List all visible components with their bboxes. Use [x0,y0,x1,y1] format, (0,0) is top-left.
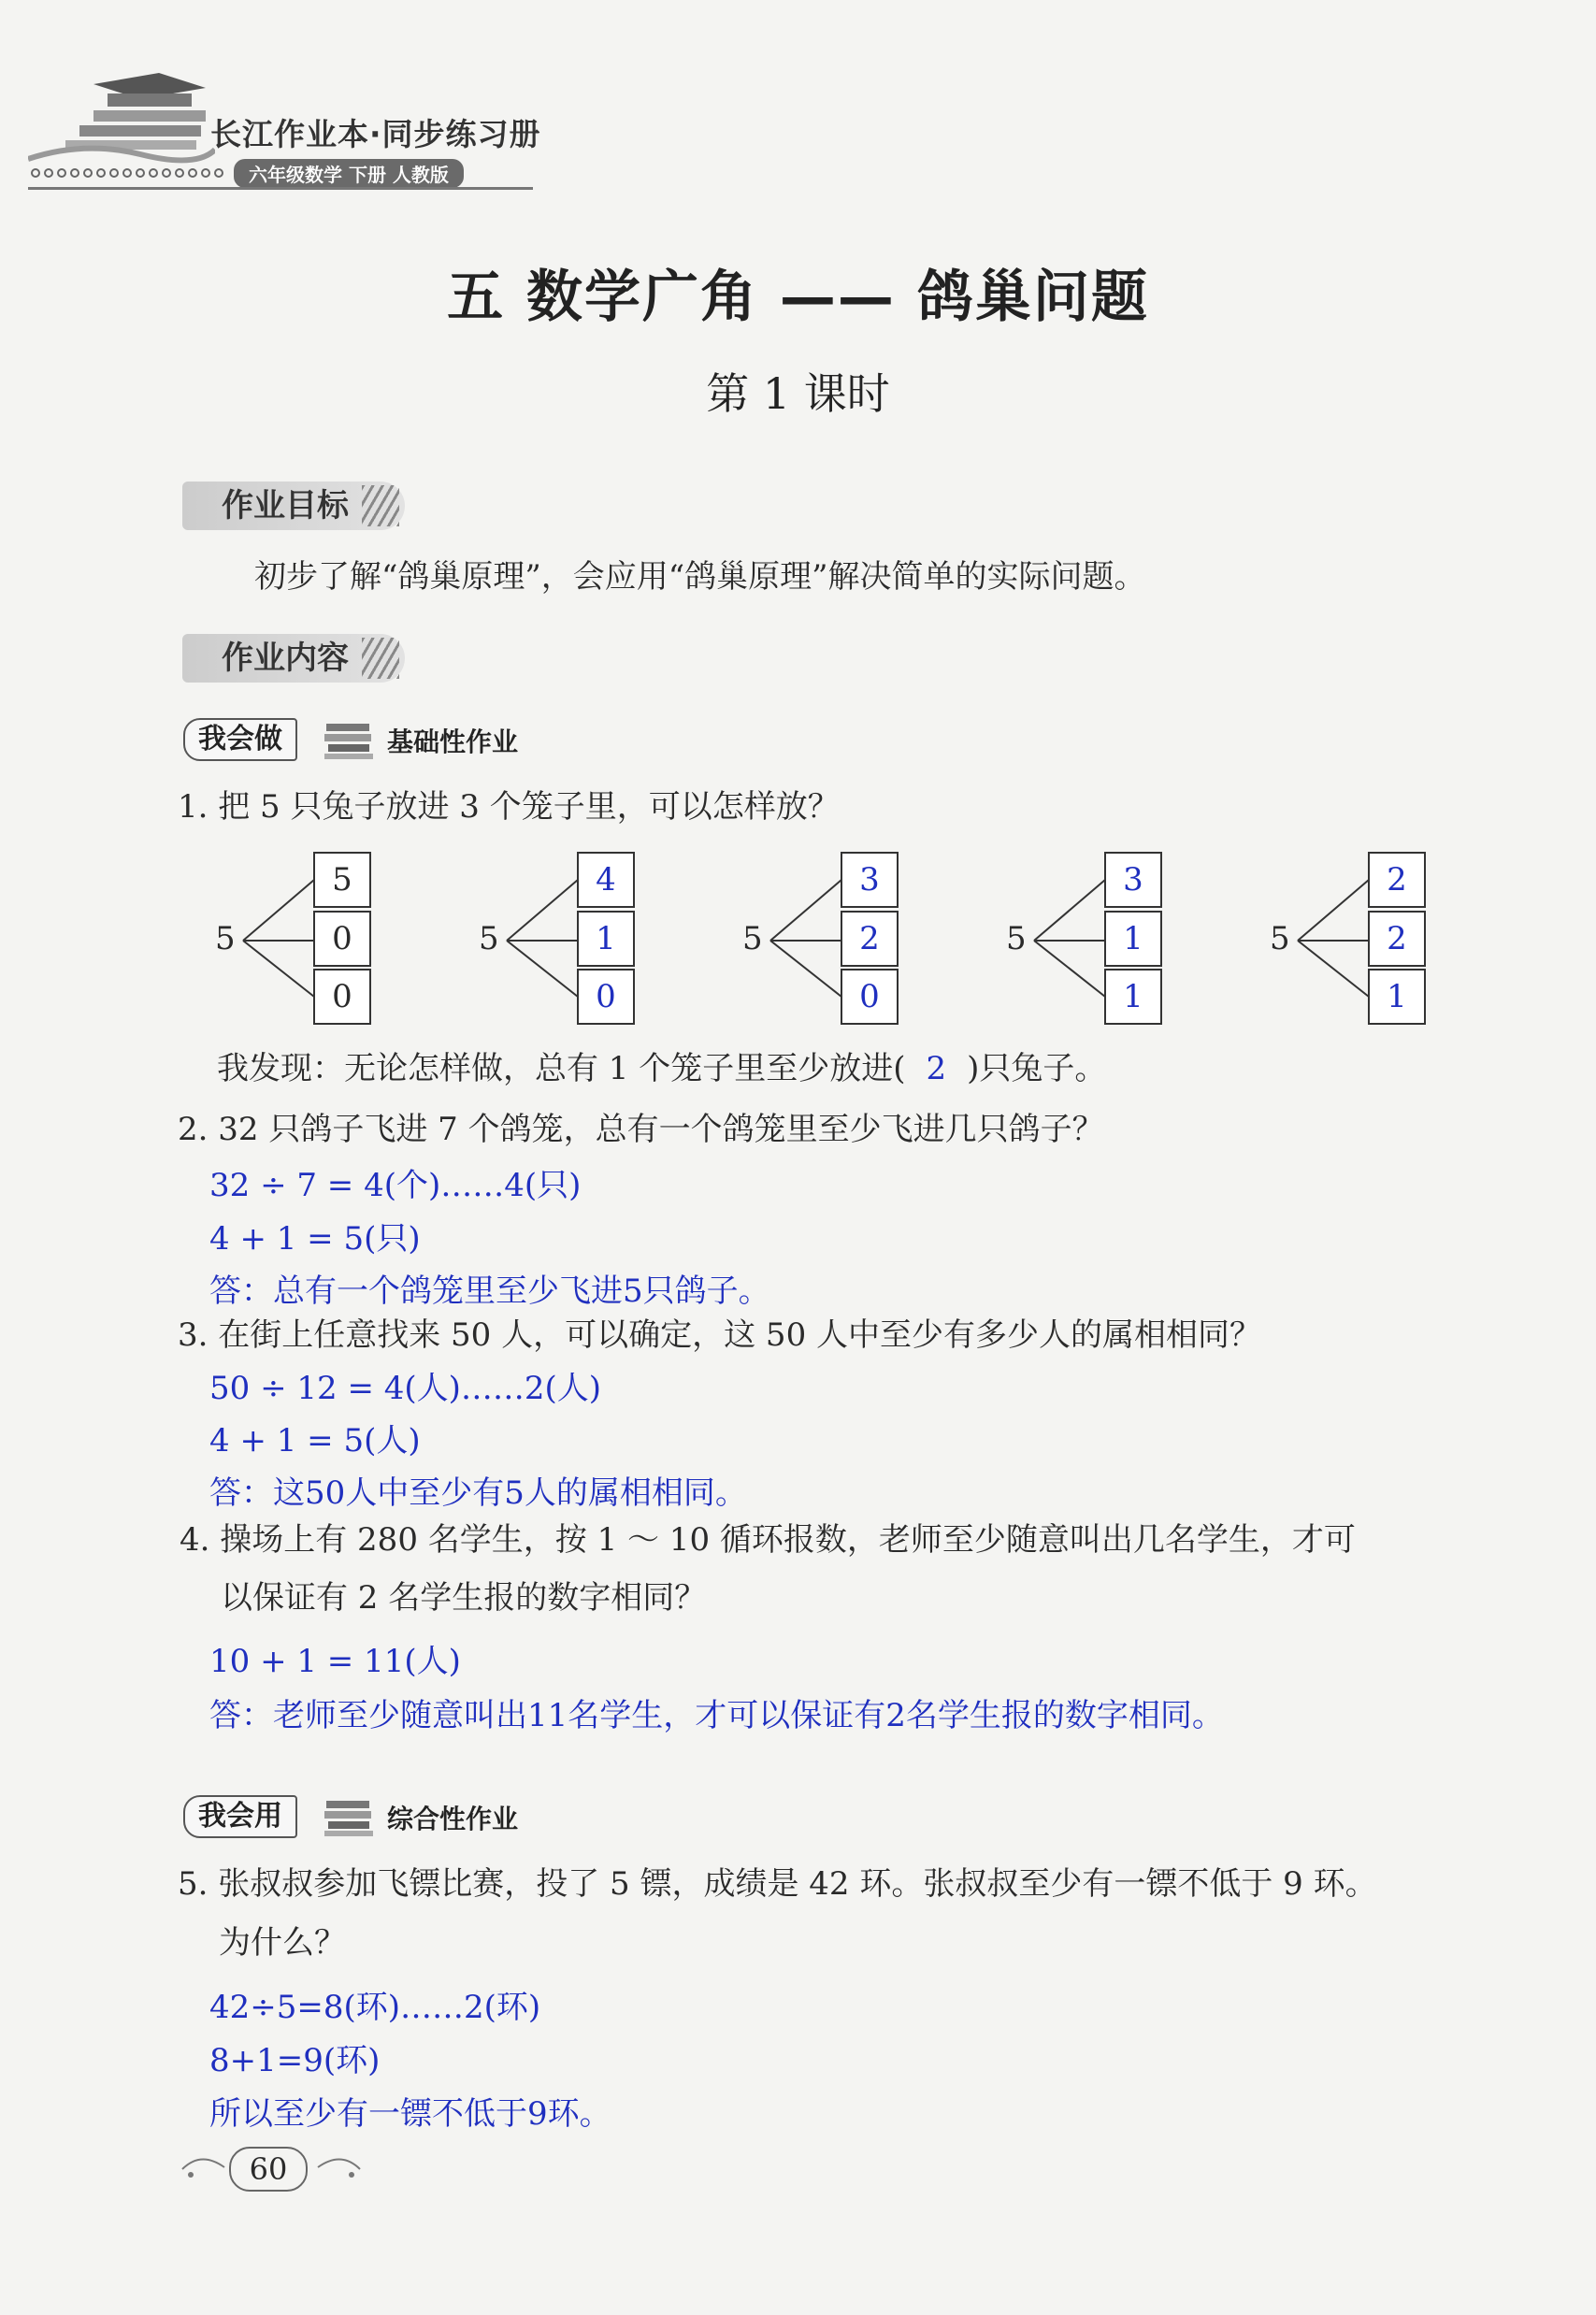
cage-box: 0 [841,969,899,1025]
q5-answer-2: 8+1=9(环) [209,2042,381,2079]
cage-box: 3 [841,852,899,908]
goal-label-text: 作业目标 [222,487,349,525]
cage-box: 0 [313,911,371,967]
finding-answer: 2 [926,1050,947,1087]
q5-answer-3: 所以至少有一镖不低于9环。 [209,2095,611,2133]
q1-diagram [1270,847,1503,1034]
branch-line [507,880,578,941]
q3-answer-3: 答：这50人中至少有5人的属相相同。 [209,1474,747,1512]
q3-answer-1: 50 ÷ 12 = 4(人)……2(人) [209,1370,602,1407]
books-icon [323,1795,375,1838]
content-label-text: 作业内容 [222,640,349,677]
q5-answer-1: 42÷5=8(环)……2(环) [209,1989,541,2026]
q1-finding [217,1047,1106,1090]
series-title: 长江作业本·同步练习册 [210,116,541,152]
cage-box: 0 [313,969,371,1025]
page-number-block [178,2141,365,2197]
diagram-lead-number: 5 [1270,920,1290,957]
finding-pre: 我发现：无论怎样做，总有 1 个笼子里至少放进( [217,1050,906,1087]
cage-box: 1 [1104,911,1162,967]
q2-text: 2. 32 只鸽子飞进 7 个鸽笼，总有一个鸽笼里至少飞进几只鸽子？ [178,1111,1104,1148]
series-subtitle: 六年级数学 下册 人教版 [234,159,464,188]
branch-line [507,941,578,997]
q1-diagram [479,847,712,1034]
branch-line [243,941,314,997]
stripe-decoration [362,638,399,679]
q1-diagram [215,847,449,1034]
cage-box: 0 [577,969,635,1025]
page-number: 60 [229,2147,308,2192]
cage-box: 4 [577,852,635,908]
q5-text-line2: 为什么？ [219,1924,346,1962]
q4-text-line1: 4. 操场上有 280 名学生，按 1 ～ 10 循环报数，老师至少随意叫出几名学生，才可 [180,1521,1356,1559]
diagram-lead-number: 5 [479,920,499,957]
stripe-decoration [362,485,399,526]
header-dots [28,166,234,180]
cage-box: 1 [577,911,635,967]
q1-text: 1. 把 5 只兔子放进 3 个笼子里，可以怎样放？ [178,788,840,826]
q1-diagram [742,847,976,1034]
q2-answer-2: 4 + 1 = 5(只) [209,1220,421,1258]
q4-answer-2: 答：老师至少随意叫出11名学生，才可以保证有2名学生报的数字相同。 [209,1697,1224,1734]
cage-box: 3 [1104,852,1162,908]
cage-box: 2 [841,911,899,967]
diagram-lead-number: 5 [1006,920,1027,957]
q5-text-line1: 5. 张叔叔参加飞镖比赛，投了 5 镖，成绩是 42 环。张叔叔至少有一镖不低于 9 环。 [178,1865,1377,1903]
q1-diagram [1006,847,1240,1034]
q2-answer-1: 32 ÷ 7 = 4(个)……4(只) [209,1167,582,1204]
content-section-label [182,634,405,683]
diagram-lead-number: 5 [742,920,763,957]
q3-answer-2: 4 + 1 = 5(人) [209,1422,421,1459]
branch-line [243,880,314,941]
applied-tag: 我会用 [183,1795,297,1838]
cage-box: 2 [1368,852,1426,908]
q4-answer-1: 10 + 1 = 11(人) [209,1643,461,1680]
q2-answer-3: 答：总有一个鸽笼里至少飞进5只鸽子。 [209,1273,770,1310]
books-icon [323,718,375,761]
applied-name: 综合性作业 [387,1804,519,1834]
lesson-title: 第 1 课时 [706,368,890,419]
basic-tag: 我会做 [183,718,297,761]
branch-line [1298,941,1369,997]
q4-text-line2: 以保证有 2 名学生报的数字相同？ [221,1579,707,1617]
diagram-lead-number: 5 [215,920,236,957]
cage-box: 1 [1368,969,1426,1025]
cage-box: 5 [313,852,371,908]
header-divider [28,187,533,190]
chapter-title: 五 数学广角 —— 鸽巢问题 [447,265,1149,330]
q3-text: 3. 在街上任意找来 50 人，可以确定，这 50 人中至少有多少人的属相相同？ [178,1316,1262,1354]
branch-line [1034,880,1105,941]
finding-post: )只兔子。 [967,1050,1107,1087]
branch-line [1298,880,1369,941]
basic-name: 基础性作业 [387,726,519,757]
cage-box: 2 [1368,911,1426,967]
goal-section-label [182,482,405,530]
cage-box: 1 [1104,969,1162,1025]
branch-line [770,941,841,997]
branch-line [1034,941,1105,997]
branch-line [770,880,841,941]
goal-text: 初步了解“鸽巢原理”，会应用“鸽巢原理”解决简单的实际问题。 [254,558,1146,596]
